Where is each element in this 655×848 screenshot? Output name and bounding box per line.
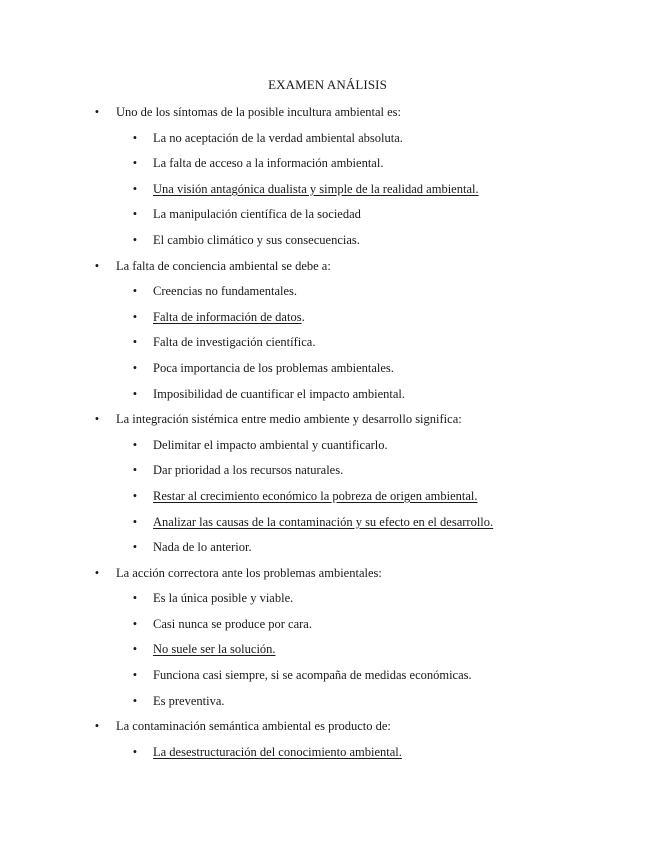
option-item [0,637,655,663]
bullet-icon: • [132,386,138,401]
question-line [0,100,655,126]
option-text [153,510,493,536]
question-text: La falta de conciencia ambiental se debe a: [116,258,331,273]
option-item [0,202,655,228]
option-text [153,458,343,484]
question-item [0,561,655,715]
question-item [0,714,655,765]
option-text [153,637,276,663]
option-item [0,279,655,305]
option-text [153,484,478,510]
option-list [0,279,655,407]
option-item [0,586,655,612]
selected-answer-text: No suele ser la solución. [153,642,276,657]
answer-text: Imposibilidad de cuantificar el impacto ambiental. [153,386,405,401]
answer-text: Nada de lo anterior. [153,540,252,555]
answer-text: Es la única posible y viable. [153,591,294,606]
bullet-icon: • [132,335,138,350]
option-text [153,305,305,331]
bullet-icon: • [132,488,138,503]
answer-text: Delimitar el impacto ambiental y cuantificarlo. [153,437,388,452]
option-item [0,663,655,689]
question-line [0,254,655,280]
option-item [0,510,655,536]
question-line [0,561,655,587]
option-item [0,612,655,638]
bullet-icon: • [132,232,138,247]
selected-answer-text: Falta de información de datos [153,309,302,324]
bullet-icon: • [94,719,100,734]
option-text [153,382,405,408]
option-item [0,382,655,408]
bullet-icon: • [132,463,138,478]
option-list [0,433,655,561]
answer-suffix: . [301,309,305,324]
question-list [0,100,655,765]
answer-text: Dar prioridad a los recursos naturales. [153,463,344,478]
option-text [153,177,479,203]
bullet-icon: • [132,360,138,375]
option-list [0,740,655,766]
option-text [153,330,315,356]
answer-text: Es preventiva. [153,693,225,708]
bullet-icon: • [94,412,100,427]
bullet-icon: • [132,309,138,324]
option-text [153,535,252,561]
option-item [0,535,655,561]
option-text [153,126,403,152]
option-list [0,586,655,714]
option-text [153,228,360,254]
question-line [0,407,655,433]
bullet-icon: • [132,540,138,555]
bullet-icon: • [132,130,138,145]
option-item [0,151,655,177]
option-item [0,330,655,356]
answer-text: Poca importancia de los problemas ambientales. [153,360,394,375]
question-text: La contaminación semántica ambiental es producto de: [116,719,391,734]
option-item [0,356,655,382]
bullet-icon: • [132,284,138,299]
question-item [0,254,655,408]
question-line [0,714,655,740]
page-title: EXAMEN ANÁLISIS [268,77,387,92]
selected-answer-text: Analizar las causas de la contaminación y su efecto en el desarrollo. [153,514,494,529]
option-text [153,433,388,459]
answer-text: La manipulación científica de la sociedad [153,207,361,222]
question-text: La integración sistémica entre medio ambiente y desarrollo significa: [116,412,462,427]
bullet-icon: • [132,693,138,708]
option-text [153,689,225,715]
bullet-icon: • [132,616,138,631]
option-item [0,484,655,510]
selected-answer-text: Una visión antagónica dualista y simple de la realidad ambiental. [153,181,479,196]
option-item [0,126,655,152]
answer-text: La no aceptación de la verdad ambiental absoluta. [153,130,403,145]
answer-text: El cambio climático y sus consecuencias. [153,232,360,247]
option-item [0,228,655,254]
bullet-icon: • [132,207,138,222]
option-text [153,279,297,305]
bullet-icon: • [94,105,100,119]
bullet-icon: • [94,258,100,273]
selected-answer-text: La desestructuración del conocimiento ambiental. [153,744,402,759]
answer-text: Creencias no fundamentales. [153,284,298,299]
bullet-icon: • [132,744,138,759]
option-text [153,202,361,228]
option-item [0,689,655,715]
option-text [153,356,394,382]
bullet-icon: • [132,591,138,606]
answer-text: Falta de investigación científica. [153,335,316,350]
answer-text: La falta de acceso a la información ambiental. [153,156,384,171]
option-text [153,740,402,766]
option-text [153,586,293,612]
option-item [0,740,655,766]
option-text [153,612,312,638]
answer-text: Casi nunca se produce por cara. [153,616,312,631]
option-item [0,305,655,331]
question-item [0,100,655,254]
option-text [153,663,472,689]
bullet-icon: • [132,156,138,171]
option-item [0,177,655,203]
bullet-icon: • [132,437,138,452]
option-text [153,151,383,177]
option-list [0,126,655,254]
bullet-icon: • [132,668,138,683]
answer-text: Funciona casi siempre, si se acompaña de medidas económicas. [153,668,472,683]
bullet-icon: • [132,642,138,657]
option-item [0,458,655,484]
bullet-icon: • [132,181,138,196]
bullet-icon: • [132,514,138,529]
bullet-icon: • [94,565,100,580]
question-item [0,407,655,561]
question-text: La acción correctora ante los problemas ambientales: [116,565,382,580]
option-item [0,433,655,459]
selected-answer-text: Restar al crecimiento económico la pobreza de origen ambiental. [153,488,478,503]
question-text: Uno de los síntomas de la posible incultura ambiental es: [116,105,402,119]
